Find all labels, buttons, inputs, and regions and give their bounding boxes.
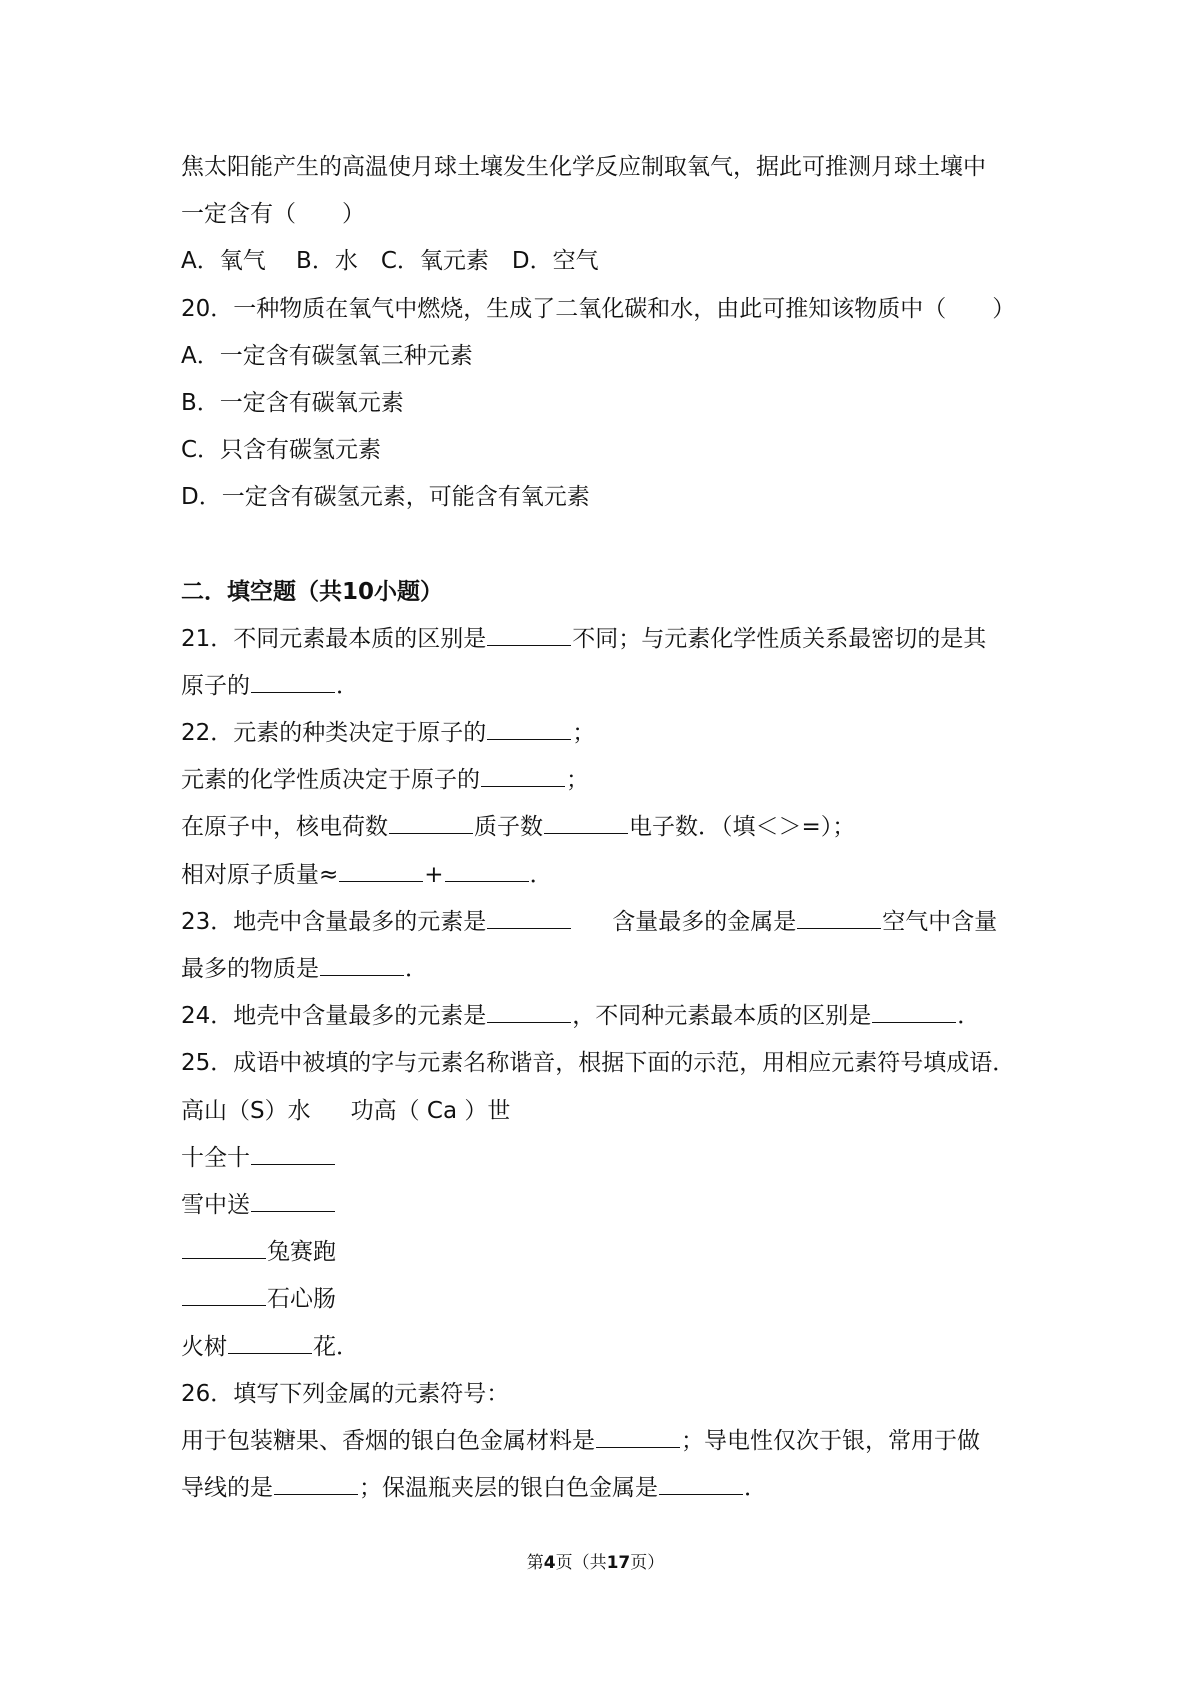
q20-option-b: B．一定含有碳氧元素 [181,389,404,416]
q23-text: ． [405,956,428,982]
answer-blank[interactable] [487,719,571,740]
answer-blank[interactable] [596,1427,680,1448]
footer-page-number: 4 [543,1553,556,1573]
q22-text: 电子数．（填＜＞=）； [629,814,856,841]
answer-blank[interactable] [659,1474,743,1495]
q22-line-3 [181,804,1021,851]
q22-line-1 [181,710,1021,757]
q23-text: 含量最多的金属是 [612,908,797,935]
q22-text: 质子数 [474,814,543,841]
answer-blank[interactable] [487,625,571,646]
answer-blank[interactable] [487,908,571,929]
q25-text: 花． [313,1333,359,1360]
answer-blank[interactable] [797,908,881,929]
footer-text: 第 [526,1553,544,1573]
answer-blank[interactable] [320,955,404,976]
q22-text: ； [572,720,596,747]
footer-total-pages: 17 [606,1553,631,1573]
q25-example: 高山（S）水 [181,1097,311,1124]
q24-text: ． [957,1003,981,1030]
q25-item-2 [181,1182,1021,1229]
q25-stem: 25．成语中被填的字与元素名称谐音，根据下面的示范，用相应元素符号填成语． [181,1050,1016,1077]
q19-line-1: 焦太阳能产生的高温使月球土壤发生化学反应制取氧气，据此可推测月球土壤中 [181,154,986,180]
q26-line-1 [181,1418,1021,1465]
q26-text: ． [744,1475,767,1502]
q21-text: 21．不同元素最本质的区别是 [181,625,487,652]
q25-example: 功高（ Ca ）世 [350,1097,511,1124]
q25-text: 十全十 [181,1144,250,1171]
q23-text: 最多的物质是 [181,956,319,982]
footer-text: 页（共 [555,1553,607,1573]
answer-blank[interactable] [339,861,423,882]
q26-line-2 [181,1465,1021,1512]
q25-text: 雪中送 [181,1191,250,1218]
q19-options: A．氧气 B．水 C．氧元素 D．空气 [181,248,599,275]
answer-blank[interactable] [487,1002,571,1023]
answer-blank[interactable] [182,1285,266,1306]
q26-stem: 26．填写下列金属的元素符号： [181,1380,510,1407]
q24-line [181,993,1021,1040]
q22-text: + [424,861,444,888]
answer-blank[interactable] [274,1474,358,1495]
q22-text: 相对原子质量≈ [181,861,339,888]
q25-item-5 [181,1324,1021,1371]
q25-text: 石心肠 [267,1286,336,1313]
q22-text: ； [566,767,589,794]
answer-blank[interactable] [481,766,565,787]
section-title: 二．填空题（共10小题） [181,578,444,605]
document-body [181,144,1021,1512]
answer-blank[interactable] [389,813,473,834]
q26-text: 导线的是 [181,1475,273,1502]
q22-text: 在原子中，核电荷数 [181,814,388,841]
answer-blank[interactable] [182,1238,266,1259]
answer-blank[interactable] [251,1144,335,1165]
q23-line-1 [181,899,1021,946]
q21-text: 原子的 [181,672,250,699]
answer-blank[interactable] [251,1191,335,1212]
answer-blank[interactable] [228,1333,312,1354]
answer-blank[interactable] [251,672,335,693]
answer-blank[interactable] [872,1002,956,1023]
q24-text: 24．地壳中含量最多的元素是 [181,1003,487,1030]
q23-text: 23．地壳中含量最多的元素是 [181,908,487,935]
q26-text: ；导电性仅次于银，常用于做 [681,1427,980,1454]
answer-blank[interactable] [445,861,529,882]
q21-line-1 [181,616,1021,663]
q26-text: ；保温瓶夹层的银白色金属是 [359,1475,658,1502]
answer-blank[interactable] [544,813,628,834]
q25-item-3 [181,1229,1021,1276]
footer-text: 页） [630,1553,665,1573]
q25-item-4 [181,1276,1021,1323]
q24-text: ，不同种元素最本质的区别是 [572,1003,872,1030]
page-footer [0,1548,1191,1573]
q21-text: 不同；与元素化学性质关系最密切的是其 [572,625,987,652]
q20-option-c: C．只含有碳氢元素 [181,437,382,464]
q25-text: 兔赛跑 [267,1239,336,1266]
q22-text: 22．元素的种类决定于原子的 [181,720,487,747]
q25-text: 火树 [181,1333,227,1360]
q22-text: ． [529,861,553,888]
q25-item-1 [181,1135,1021,1182]
q25-examples [181,1088,1021,1135]
q22-text: 元素的化学性质决定于原子的 [181,767,480,794]
q26-text: 用于包装糖果、香烟的银白色金属材料是 [181,1427,595,1454]
q21-text: ． [336,672,359,699]
q20-stem: 20．一种物质在氧气中燃烧，生成了二氧化碳和水，由此可推知该物质中（ ） [181,295,1016,322]
q19-line-2: 一定含有（ ） [181,201,365,228]
q20-option-a: A．一定含有碳氢氧三种元素 [181,342,473,369]
q23-text: 空气中含量 [882,908,998,935]
q21-line-2 [181,663,1021,710]
q22-line-2 [181,757,1021,804]
q23-line-2 [181,946,1021,993]
q22-line-4 [181,852,1021,899]
q20-option-d: D．一定含有碳氢元素，可能含有氧元素 [181,484,590,511]
